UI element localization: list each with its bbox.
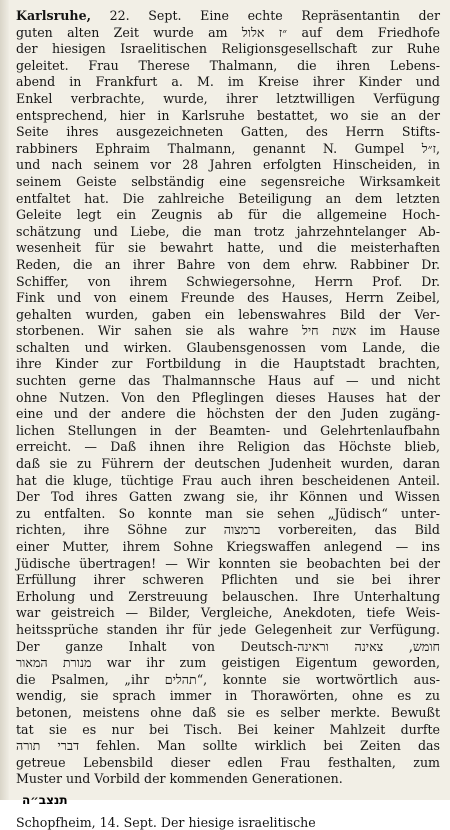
- article-line: Schiffer, von ihrem Schwiegersohne, Herrn Prof. Dr.: [16, 273, 440, 289]
- article-line: Erfüllung ihrer schweren Pflichten und sie bei ihrer: [16, 572, 440, 588]
- article-line: schätzung und Liebe, die man trotz jahrzehntelanger Ab-: [16, 223, 440, 239]
- article-line: Jüdische übertragen! — Wir konnten sie beobachten bei der: [16, 555, 440, 571]
- article-line: Seite ihres ausgezeichneten Gatten, des Herrn Stifts-: [16, 124, 440, 140]
- article-line: wesenheit für sie bewahrt hatte, und die meisterhaften: [16, 240, 440, 256]
- article-line: erreicht. — Daß ihnen ihre Religion das Höchste blieb,: [16, 439, 440, 455]
- article-line: betonen, meistens ohne daß sie es selber merkte. Bewußt: [16, 704, 440, 720]
- article-line: der hiesigen Israelitischen Religionsgesellschaft zur Ruhe: [16, 41, 440, 57]
- article-line: Erholung und Zerstreuung belauschen. Ihre Unterhaltung: [16, 588, 440, 604]
- next-article-start: Schopfheim, 14. Sept. Der hiesige israelitische: [16, 814, 316, 830]
- article-line: entsprechend, hier in Karlsruhe bestattet, wo sie an der: [16, 107, 440, 123]
- article-line: abend in Frankfurt a. M. im Kreise ihrer Kinder und: [16, 74, 440, 90]
- article-line: Fink und von einem Freunde des Hauses, Herrn Zeibel,: [16, 290, 440, 306]
- article-line: guten alten Zeit wurde am ״ז אלול auf dem Friedhofe: [16, 24, 440, 40]
- article-line: entfaltet hat. Die zahlreiche Beteiligung an dem letzten: [16, 190, 440, 206]
- article-line: die Psalmen, „ihr תהלים“, konnte sie wortwörtlich aus-: [16, 671, 440, 687]
- article-line: Geleite legt ein Zeugnis ab für die allgemeine Hoch-: [16, 207, 440, 223]
- article-line: suchten gerne das Thalmannsche Haus auf — und nicht: [16, 373, 440, 389]
- article-line: daß sie zu Führern der deutschen Judenheit wurden, daran: [16, 456, 440, 472]
- obituary-article: [16, 8, 440, 788]
- article-date: 22. Sept.: [109, 8, 182, 23]
- article-line-text: Eine echte Repräsentantin der: [181, 8, 440, 23]
- article-line: rabbiners Ephraim Thalmann, genannt N. Gumpel ז״ל,: [16, 140, 440, 156]
- article-line: מנורת המאור war ihr zum geistigen Eigentum geworden,: [16, 655, 440, 671]
- article-line: einer Mutter, ihrem Sohne Kriegswaffen anlegend — ins: [16, 539, 440, 554]
- article-line: geleitet. Frau Therese Thalmann, die ihren Lebens-: [16, 57, 440, 73]
- article-line: ihre Kinder zur Fortbildung in die Hauptstadt brachten,: [16, 356, 440, 372]
- article-line: Der ganze Inhalt von Deutsch-חומש, צאינה וראינה: [16, 638, 440, 654]
- article-line: tat sie es nur bei Tisch. Bei keiner Mahlzeit durfte: [16, 721, 440, 737]
- article-line: lichen Stellungen in der Beamten- und Gelehrtenlaufbahn: [16, 422, 440, 438]
- article-line: seinem Geiste selbständig eine segensreiche Wirksamkeit: [16, 173, 440, 189]
- article-line: [16, 8, 440, 25]
- article-dateline: Karlsruhe,: [16, 8, 91, 23]
- article-line: eine und der andere die höchsten der den Juden zugäng-: [16, 406, 440, 422]
- article-signature: תנצב״ה: [22, 792, 68, 807]
- article-line: storbenen. Wir sahen sie als wahre אשת חיל im Hause: [16, 323, 440, 339]
- article-line: דברי תורה fehlen. Man sollte wirklich bei Zeiten das: [16, 738, 440, 754]
- article-line: ohne Nutzen. Von den Pfleglingen dieses Hauses hat der: [16, 389, 440, 405]
- article-line: Der Tod ihres Gatten zwang sie, ihr Können und Wissen: [16, 489, 440, 505]
- article-line: wendig, sie sprach immer in Thorawörten, ohne es zu: [16, 688, 440, 704]
- article-line: Enkel verbrachte, wurde, ihrer letztwilligen Verfügung: [16, 90, 440, 106]
- article-line: war geistreich — Bilder, Vergleiche, Anekdoten, tiefe Weis-: [16, 605, 440, 621]
- article-line: richten, ihre Söhne zur ברמצוה vorbereiten, das Bild: [16, 522, 440, 538]
- article-line: hat die kluge, tüchtige Frau auch ihren bescheidenen Anteil.: [16, 472, 440, 488]
- article-line: Reden, die an ihrer Bahre von dem ehrw. Rabbiner Dr.: [16, 256, 440, 272]
- article-line: schalten und wirken. Glaubensgenossen vom Lande, die: [16, 339, 440, 355]
- page-left-edge: [0, 0, 9, 800]
- article-line: Muster und Vorbild der kommenden Generationen.: [16, 771, 343, 787]
- article-line: getreue Lebensbild dieser edlen Frau festhalten, zum: [16, 754, 440, 770]
- article-line: gehalten wurden, gaben ein lebenswahres Bild der Ver-: [16, 306, 440, 322]
- article-line: heitssprüche standen ihr für jede Gelegenheit zur Verfügung.: [16, 621, 440, 637]
- article-line: und nach seinem vor 28 Jahren erfolgten Hinscheiden, in: [16, 157, 440, 173]
- article-line: zu entfalten. So konnte man sie sehen „Jüdisch“ unter-: [16, 505, 440, 521]
